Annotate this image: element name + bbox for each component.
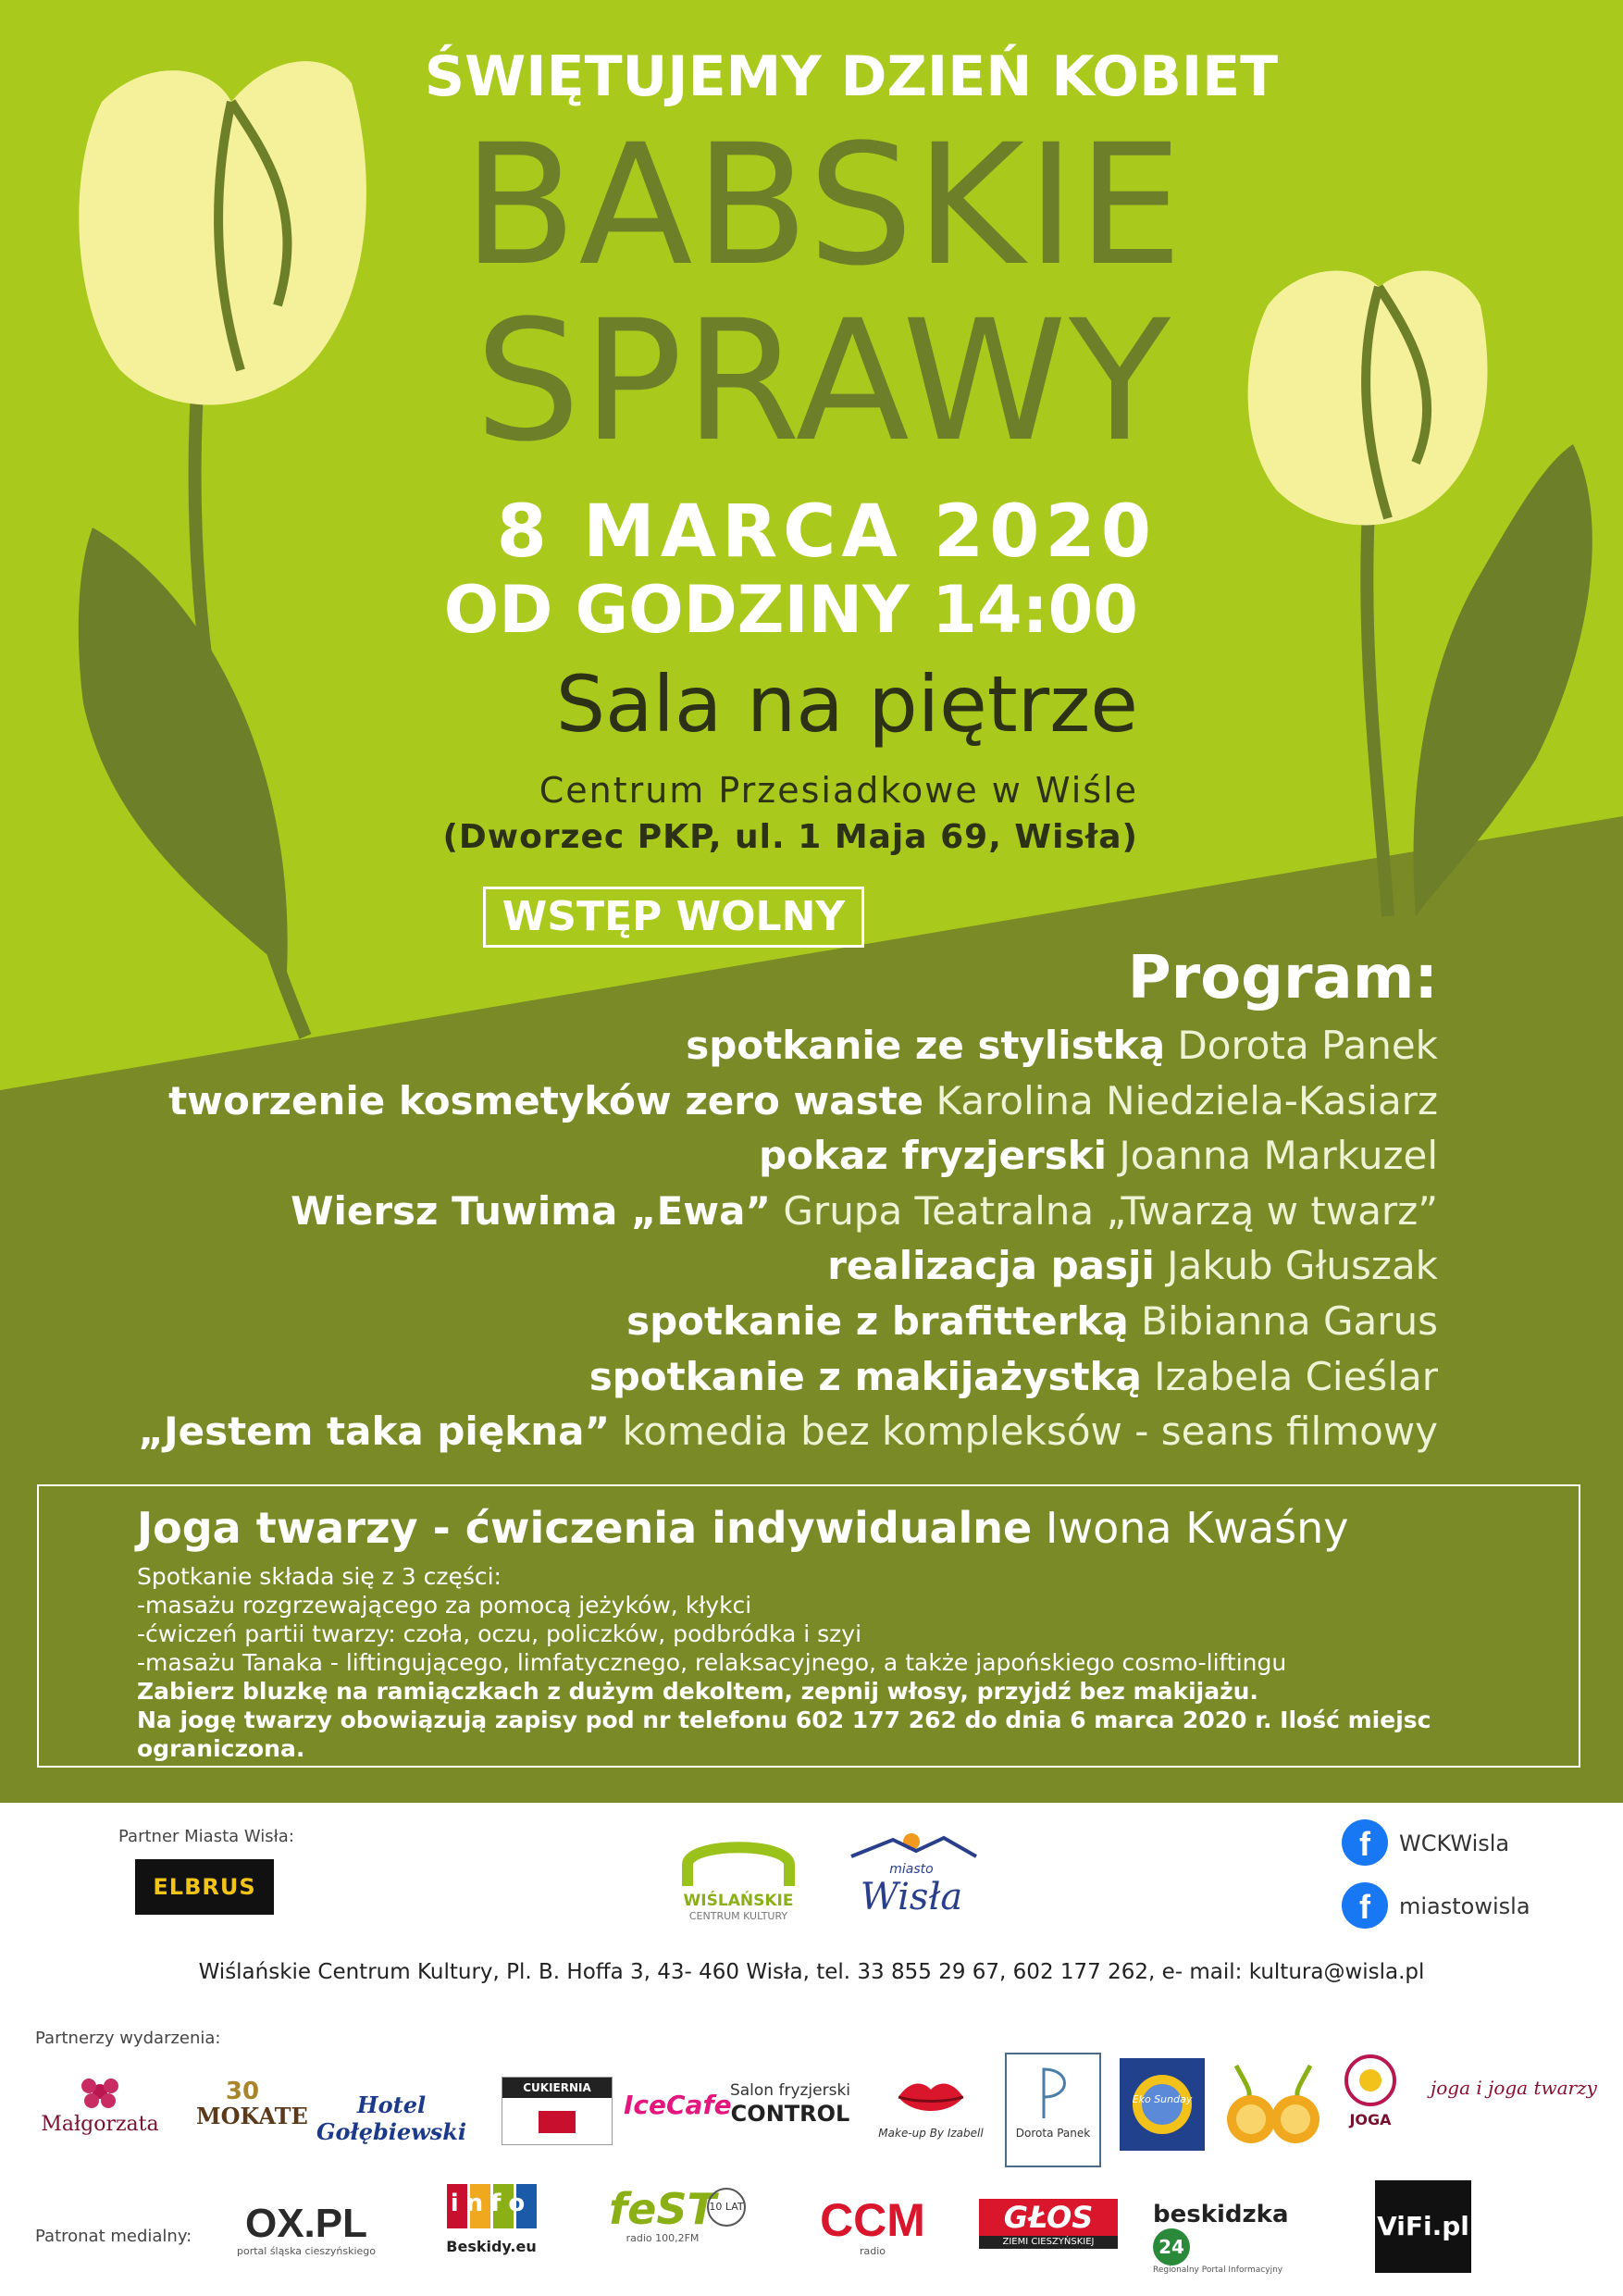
facebook-icon[interactable]: f	[1342, 1882, 1388, 1929]
program-item: pokaz fryzjerski Joanna Markuzel	[759, 1133, 1438, 1179]
mokate-logo: 30 MOKATE	[196, 2078, 308, 2129]
program-list	[111, 1018, 1438, 1459]
yoga-description	[137, 1562, 1543, 1763]
facebook-miasto[interactable]: miastowisla	[1399, 1893, 1530, 1919]
yoga-note: Na jogę twarzy obowiązują zapisy pod nr telefonu 602 177 262 do dnia 6 marca 2020 r. Ilość miejsc ograniczona.	[137, 1706, 1431, 1762]
bra-icon	[1218, 2047, 1329, 2158]
wck-logo: WIŚLAŃSKIE CENTRUM KULTURY	[674, 1832, 803, 1925]
address-line-2: (Dworzec PKP, ul. 1 Maja 69, Wisła)	[442, 818, 1138, 856]
event-venue: Sala na piętrze	[555, 659, 1138, 750]
free-entry-badge: WSTĘP WOLNY	[483, 887, 864, 948]
joga-logo: JOGA	[1338, 2053, 1403, 2154]
sun-mountains-icon	[842, 1821, 981, 1858]
miasto-wisla-logo: miasto Wisła	[842, 1821, 981, 1923]
salon-control-logo: Salon fryzjerski CONTROL	[729, 2081, 851, 2127]
cukiernia-mark	[539, 2111, 576, 2133]
title-line-1: BABSKIE	[462, 109, 1185, 303]
elbrus-logo: ELBRUS	[135, 1859, 274, 1915]
address-line-1: Centrum Przesiadkowe w Wiśle	[539, 770, 1138, 811]
dp-mark-icon	[1025, 2058, 1081, 2123]
bra-illustration-logo	[1218, 2047, 1329, 2158]
makeup-logo: Make-up By Izabell	[866, 2071, 996, 2154]
program-item: Wiersz Tuwima „Ewa” Grupa Teatralna „Twarzą w twarz”	[291, 1187, 1438, 1234]
left-leaf	[79, 527, 288, 972]
program-item: tworzenie kosmetyków zero waste Karolina Niedziela-Kasiarz	[168, 1077, 1438, 1123]
yoga-title: Joga twarzy - ćwiczenia indywidualne Iwona Kwaśny	[137, 1503, 1349, 1553]
contact-info: Wiślańskie Centrum Kultury, Pl. B. Hoffa 3, 43- 460 Wisła, tel. 33 855 29 67, 602 177 262, e- mail: kultura@wisla.pl	[198, 1960, 1425, 1984]
yoga-line: -masażu Tanaka - liftingującego, limfatycznego, relaksacyjnego, a także japońskiego cosmo-liftingu	[137, 1649, 1287, 1676]
right-stem	[1367, 490, 1388, 916]
vifi-logo: ViFi.pl	[1375, 2180, 1471, 2273]
wck-arch-icon	[674, 1832, 803, 1888]
program-item: realizacja pasji Jakub Głuszak	[827, 1243, 1438, 1289]
malgorzata-logo: Małgorzata	[17, 2073, 183, 2138]
beskidzka24-logo: beskidzka 24 Regionalny Portal Informacyjny	[1153, 2201, 1289, 2275]
facebook-icon[interactable]: f	[1342, 1819, 1388, 1866]
facebook-wck[interactable]: WCKWisla	[1399, 1831, 1510, 1856]
program-item: spotkanie z makijażystką Izabela Cieślar	[588, 1353, 1438, 1399]
dorota-panek-logo: Dorota Panek	[1005, 2053, 1101, 2167]
partner-label: Partner Miasta Wisła:	[118, 1827, 294, 1846]
yoga-line: -masażu rozgrzewającego za pomocą jeżyków, kłykci	[137, 1592, 752, 1619]
program-item: spotkanie z brafitterką Bibianna Garus	[626, 1297, 1438, 1344]
glos-logo: GŁOS ZIEMI CIESZYŃSKIEJ	[979, 2199, 1118, 2254]
event-time: OD GODZINY 14:00	[443, 572, 1138, 648]
mandala-icon	[1343, 2053, 1398, 2108]
flower-icon	[75, 2073, 125, 2110]
subtitle: ŚWIĘTUJEMY DZIEŃ KOBIET	[424, 44, 1279, 109]
icecafe-logo: IceCafe	[624, 2090, 732, 2120]
yoga-line: -ćwiczeń partii twarzy: czoła, oczu, policzków, podbródka i szyi	[137, 1620, 862, 1647]
event-date: 8 MARCA 2020	[496, 490, 1157, 574]
program-item: spotkanie ze stylistką Dorota Panek	[686, 1023, 1438, 1068]
program-item: „Jestem taka piękna” komedia bez kompleksów - seans filmowy	[138, 1409, 1438, 1455]
media-label: Patronat medialny:	[35, 2227, 192, 2246]
yoga-line: Spotkanie składa się z 3 części:	[137, 1563, 502, 1590]
joga-script-logo: joga i joga twarzy	[1431, 2077, 1597, 2099]
event-partners-label: Partnerzy wydarzenia:	[35, 2029, 221, 2048]
title-line-2: SPRAWY	[475, 285, 1172, 478]
ccm-radio-logo: CCM radio	[820, 2194, 925, 2257]
eko-sunday-logo: Eko Sunday	[1120, 2058, 1205, 2151]
hotel-golebiewski-logo: Hotel Gołębiewski	[316, 2091, 467, 2145]
info-beskidy-logo: info Beskidy.eu	[440, 2184, 542, 2286]
oxpl-logo: OX.PL portal śląska cieszyńskiego	[236, 2201, 376, 2257]
program-title: Program:	[1127, 944, 1438, 1012]
yoga-note: Zabierz bluzkę na ramiączkach z dużym dekoltem, zepnij włosy, przyjdź bez makijażu.	[137, 1678, 1258, 1705]
radio-fest-logo: feST radio 100,2FM 10 LAT	[579, 2186, 746, 2278]
lips-icon	[894, 2071, 968, 2123]
cukiernia-logo: CUKIERNIA	[502, 2077, 613, 2145]
